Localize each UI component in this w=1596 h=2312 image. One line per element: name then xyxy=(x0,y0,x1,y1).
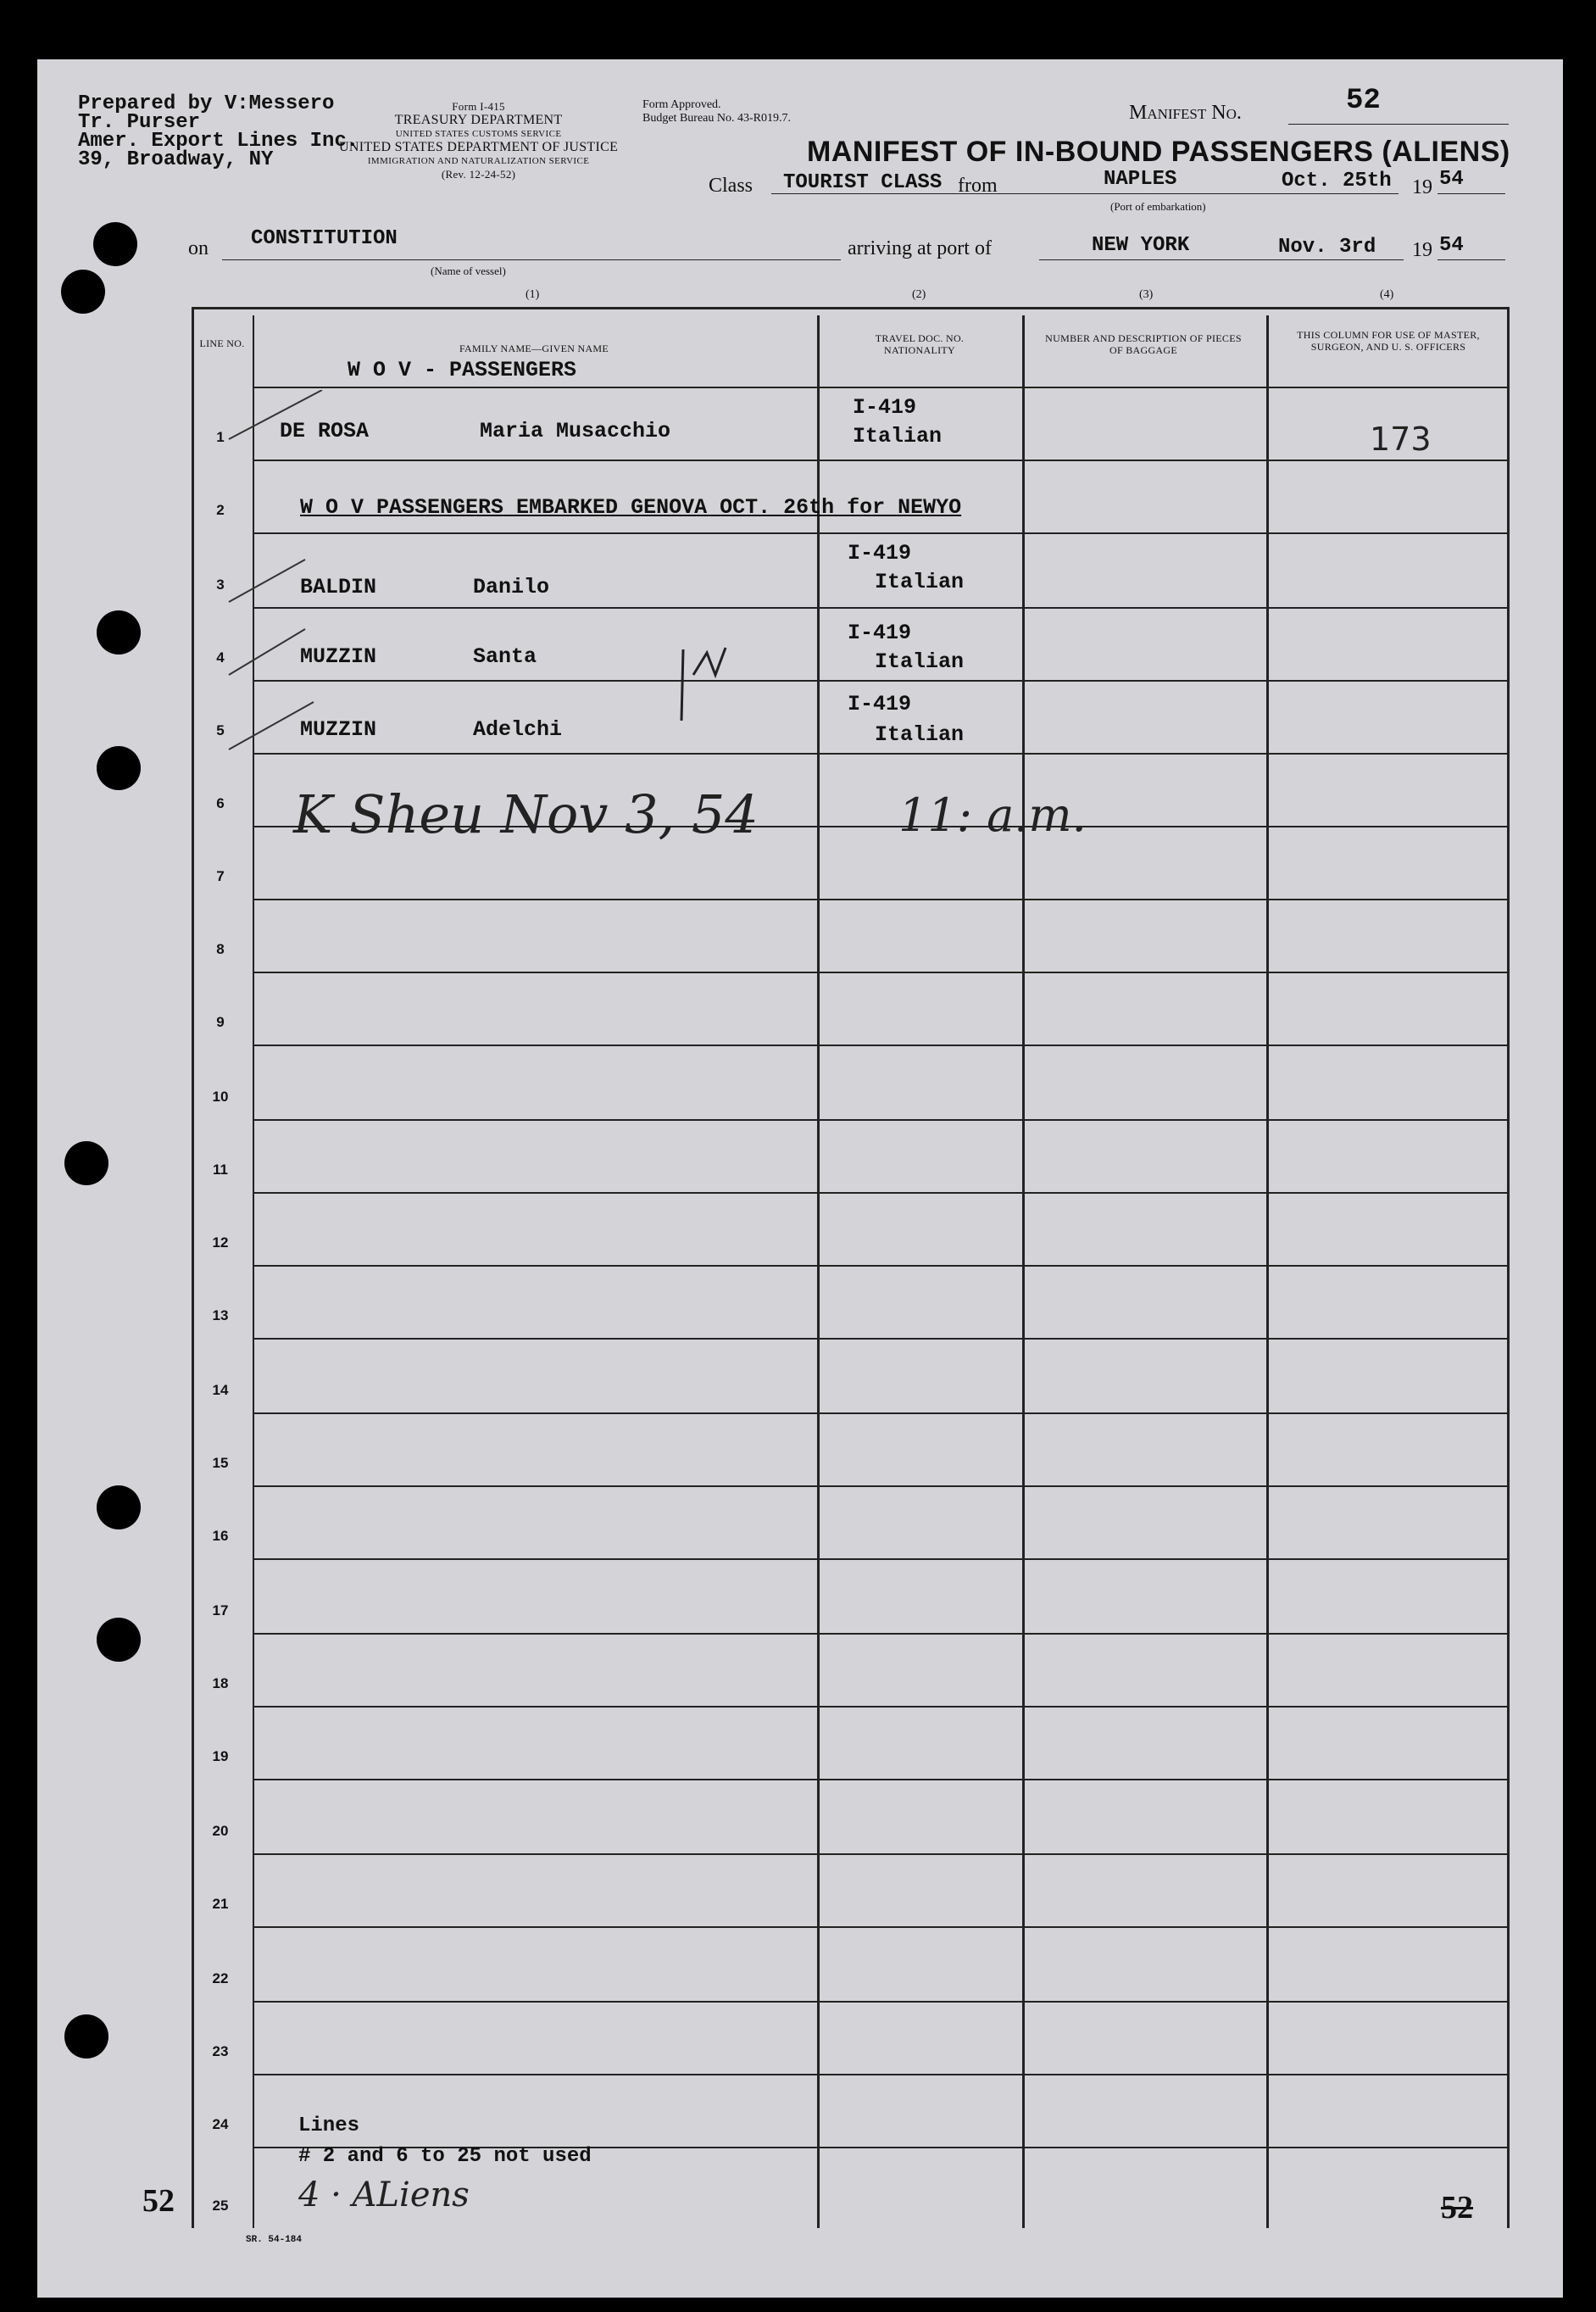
line-number: 1 xyxy=(216,429,225,445)
vessel-caption: (Name of vessel) xyxy=(431,265,506,277)
arrival-port: NEW YORK xyxy=(1092,234,1190,257)
form-code: SR. 54-184 xyxy=(246,2235,303,2245)
preparer-line: Amer. Export Lines Inc. xyxy=(78,130,359,153)
row-rule xyxy=(254,2001,1507,2003)
line-number: 15 xyxy=(212,1455,229,1471)
line-number: 20 xyxy=(212,1823,229,1839)
on-label: on xyxy=(188,237,209,259)
customs-service: UNITED STATES CUSTOMS SERVICE xyxy=(395,129,562,139)
row-rule xyxy=(254,1412,1507,1414)
line-number: 10 xyxy=(212,1089,229,1105)
line-number: 11 xyxy=(213,1162,228,1178)
punch-hole xyxy=(97,610,141,655)
nationality: Italian xyxy=(853,424,943,448)
form-number: Form I-415 xyxy=(452,100,505,113)
officer-mark: 173 xyxy=(1370,421,1432,458)
justice-dept: UNITED STATES DEPARTMENT OF JUSTICE xyxy=(339,140,619,154)
line-number: 8 xyxy=(216,941,225,957)
travel-doc-header: TRAVEL DOC. NO. NATIONALITY xyxy=(875,332,965,356)
page-title: MANIFEST OF IN-BOUND PASSENGERS (ALIENS) xyxy=(807,136,1510,168)
row-rule xyxy=(254,1265,1507,1267)
line-number: 17 xyxy=(212,1602,229,1618)
row-rule xyxy=(254,460,1507,461)
embark-port: NAPLES xyxy=(1104,168,1177,191)
approval-line: Form Approved. xyxy=(642,98,721,111)
manifest-no-label: Manifest No. xyxy=(1129,102,1242,124)
line-number: 9 xyxy=(216,1014,225,1030)
embark-date: Oct. 25th xyxy=(1282,170,1392,192)
family-name: MUZZIN xyxy=(300,644,377,669)
arriving-label: arriving at port of xyxy=(848,237,992,259)
pencil-strokes xyxy=(212,390,432,772)
preparer-line: Prepared by V:Messero xyxy=(78,92,335,115)
embark-year: 54 xyxy=(1439,168,1464,191)
approval-block xyxy=(642,98,791,125)
port-caption: (Port of embarkation) xyxy=(1110,200,1206,213)
nationality: Italian xyxy=(875,570,965,594)
inspector-signature: K Sheu Nov 3, 54 xyxy=(293,783,759,845)
line-number: 21 xyxy=(212,1896,229,1912)
ins-service: IMMIGRATION AND NATURALIZATION SERVICE xyxy=(367,156,590,166)
line-number: 14 xyxy=(212,1382,229,1398)
travel-doc: I-419 xyxy=(853,395,917,420)
inspection-time: 11: a.m. xyxy=(898,788,1087,842)
column-number: (2) xyxy=(912,288,926,301)
column-number: (4) xyxy=(1380,288,1394,301)
travel-doc: I-419 xyxy=(848,541,912,565)
row-rule xyxy=(254,680,1507,682)
line-number: 19 xyxy=(212,1748,229,1764)
arrival-year: 54 xyxy=(1439,234,1464,257)
travel-doc: I-419 xyxy=(848,621,912,645)
officer-use-header: THIS COLUMN FOR USE OF MASTER, SURGEON, AND U. S. OFFICERS xyxy=(1297,329,1480,353)
given-name: Santa xyxy=(473,644,537,669)
row-rule xyxy=(254,607,1507,609)
given-name: Maria Musacchio xyxy=(480,419,671,443)
treasury-dept: TREASURY DEPARTMENT xyxy=(394,113,563,127)
page-number-left: 52 xyxy=(142,2183,175,2219)
travel-doc: I-419 xyxy=(848,692,912,716)
embarkation-note: W O V PASSENGERS EMBARKED GENOVA OCT. 26th for NEWYO xyxy=(300,495,962,520)
line-number: 23 xyxy=(212,2043,229,2059)
punch-hole xyxy=(61,270,105,314)
row-rule xyxy=(254,1119,1507,1121)
line-number: 25 xyxy=(212,2198,229,2214)
manifest-number: 52 xyxy=(1346,85,1381,117)
preparer-line: 39, Broadway, NY xyxy=(78,148,274,171)
row-rule xyxy=(254,1558,1507,1560)
aliens-count: 4 · ALiens xyxy=(298,2176,470,2215)
punch-hole xyxy=(64,2014,108,2059)
given-name: Adelchi xyxy=(473,717,563,742)
row-rule xyxy=(254,899,1507,900)
form-revision: (Rev. 12-24-52) xyxy=(441,168,516,181)
line-number: 13 xyxy=(212,1307,229,1323)
line-number: 3 xyxy=(216,577,225,593)
line-number: 24 xyxy=(212,2116,229,2132)
line-number: 18 xyxy=(212,1675,229,1691)
nationality: Italian xyxy=(875,722,965,747)
line-number: 2 xyxy=(216,502,225,518)
class-value: TOURIST CLASS xyxy=(783,171,943,194)
punch-hole xyxy=(93,222,137,266)
line-number: 6 xyxy=(216,795,225,811)
row-rule xyxy=(254,1485,1507,1487)
class-label: Class xyxy=(709,175,754,197)
row-rule xyxy=(254,532,1507,534)
punch-hole xyxy=(97,746,141,790)
family-name: DE ROSA xyxy=(280,419,370,443)
approval-line: Budget Bureau No. 43-R019.7. xyxy=(642,112,791,125)
punch-hole xyxy=(64,1141,108,1185)
preparer-line: Tr. Purser xyxy=(78,111,201,134)
family-name: MUZZIN xyxy=(300,717,377,742)
handwritten-check xyxy=(678,641,746,726)
line-number: 5 xyxy=(216,722,225,738)
line-number: 12 xyxy=(212,1234,229,1251)
lines-not-used-note: # 2 and 6 to 25 not used xyxy=(298,2145,592,2168)
vessel-name: CONSTITUTION xyxy=(251,227,398,250)
year-prefix: 19 xyxy=(1412,176,1432,198)
page-number-right: 52 xyxy=(1441,2190,1473,2226)
form-agency-block xyxy=(339,100,618,181)
line-number: 16 xyxy=(212,1528,229,1544)
line-number: 22 xyxy=(212,1970,229,1986)
line-number: 4 xyxy=(216,649,225,666)
given-name: Danilo xyxy=(473,575,550,599)
row-rule xyxy=(254,972,1507,973)
row-rule xyxy=(254,1192,1507,1194)
arrival-date: Nov. 3rd xyxy=(1278,236,1376,259)
row-rule xyxy=(254,2074,1507,2075)
wov-passengers-heading: W O V - PASSENGERS xyxy=(348,358,577,382)
arrival-year-prefix: 19 xyxy=(1412,239,1432,261)
name-column-header: FAMILY NAME—GIVEN NAME xyxy=(459,343,609,354)
row-rule xyxy=(254,1706,1507,1708)
preparer-stamp xyxy=(78,92,359,171)
from-label: from xyxy=(958,175,998,197)
row-rule xyxy=(254,1853,1507,1855)
nationality: Italian xyxy=(875,649,965,674)
row-rule xyxy=(254,1779,1507,1780)
row-rule xyxy=(254,1926,1507,1928)
column-number: (1) xyxy=(526,288,540,301)
lines-label: Lines xyxy=(298,2114,360,2137)
line-no-header: LINE NO. xyxy=(199,337,245,349)
line-number: 7 xyxy=(216,868,225,884)
row-rule xyxy=(254,753,1507,755)
row-rule xyxy=(254,1045,1507,1046)
punch-hole xyxy=(97,1618,141,1662)
row-rule xyxy=(254,1633,1507,1635)
punch-hole xyxy=(97,1485,141,1529)
row-rule xyxy=(254,1338,1507,1340)
column-number: (3) xyxy=(1139,288,1154,301)
family-name: BALDIN xyxy=(300,575,377,599)
baggage-header: NUMBER AND DESCRIPTION OF PIECES OF BAGGAGE xyxy=(1045,332,1242,356)
